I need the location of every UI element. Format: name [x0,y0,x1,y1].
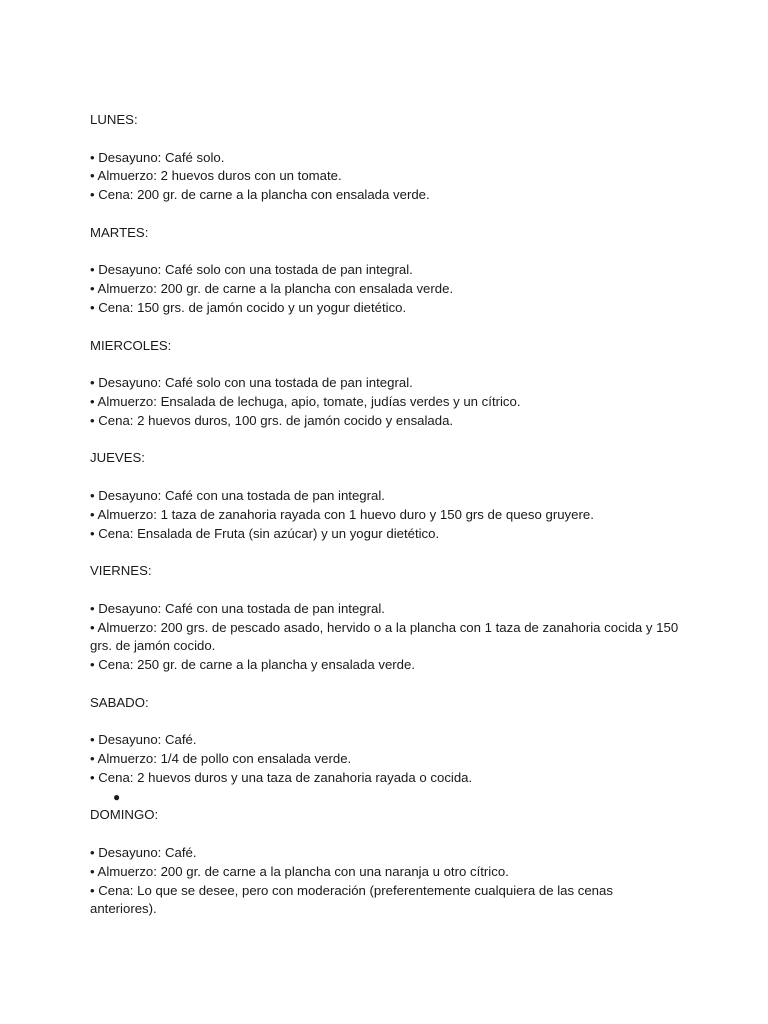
meal-list [90,487,680,543]
day-heading: MIERCOLES: [90,337,172,353]
day-section-jueves [90,449,680,562]
day-heading: DOMINGO: [90,807,159,823]
meal-desayuno: • Desayuno: Café solo con una tostada de pan integral. [90,262,413,278]
meal-cena: • Cena: 2 huevos duros y una taza de zanahoria rayada o cocida. [90,769,473,785]
meal-list [90,374,680,430]
meal-almuerzo: • Almuerzo: 1 taza de zanahoria rayada con 1 huevo duro y 150 grs de queso gruyere. [90,506,594,522]
day-heading: JUEVES: [90,450,145,466]
meal-almuerzo: • Almuerzo: 200 gr. de carne a la plancha con una naranja u otro cítrico. [90,863,509,879]
day-heading: VIERNES: [90,563,152,579]
meal-almuerzo: • Almuerzo: 200 gr. de carne a la plancha con ensalada verde. [90,281,454,297]
day-heading: MARTES: [90,224,149,240]
meal-cena: • Cena: 250 gr. de carne a la plancha y ensalada verde. [90,657,415,673]
day-section-lunes [90,111,680,224]
meal-desayuno: • Desayuno: Café solo. [90,149,225,165]
meal-cena: • Cena: 200 gr. de carne a la plancha con ensalada verde. [90,187,430,203]
day-heading: SABADO: [90,694,149,710]
meal-almuerzo: • Almuerzo: Ensalada de lechuga, apio, tomate, judías verdes y un cítrico. [90,393,521,409]
meal-cena: • Cena: Ensalada de Fruta (sin azúcar) y un yogur dietético. [90,525,440,541]
meal-cena: • Cena: Lo que se desee, pero con moderación (preferentemente cualquiera de las cenas anteriores). [90,882,613,917]
meal-list [90,261,680,317]
meal-cena: • Cena: 2 huevos duros, 100 grs. de jamón cocido y ensalada. [90,412,454,428]
day-section-viernes [90,562,680,694]
meal-desayuno: • Desayuno: Café. [90,732,197,748]
meal-list [90,731,680,787]
meal-list [90,844,680,919]
bullet-icon: ● [113,789,121,804]
day-section-martes [90,224,680,337]
meal-cena: • Cena: 150 grs. de jamón cocido y un yogur dietético. [90,299,407,315]
day-section-miercoles [90,337,680,450]
meal-almuerzo: • Almuerzo: 1/4 de pollo con ensalada verde. [90,751,352,767]
day-section-domingo [90,806,680,919]
day-heading: LUNES: [90,112,138,127]
meal-desayuno: • Desayuno: Café con una tostada de pan integral. [90,487,385,503]
meal-list [90,149,680,205]
meal-list [90,600,680,675]
meal-desayuno: • Desayuno: Café solo con una tostada de pan integral. [90,375,413,391]
meal-almuerzo: • Almuerzo: 2 huevos duros con un tomate. [90,168,342,184]
meal-desayuno: • Desayuno: Café. [90,845,197,861]
day-section-sabado [90,694,680,807]
meal-almuerzo: • Almuerzo: 200 grs. de pescado asado, hervido o a la plancha con 1 taza de zanahoria cocida y 150 grs. de jamón cocido. [90,619,679,654]
meal-desayuno: • Desayuno: Café con una tostada de pan integral. [90,600,385,616]
stray-bullet [90,788,680,807]
diet-document [90,111,680,919]
